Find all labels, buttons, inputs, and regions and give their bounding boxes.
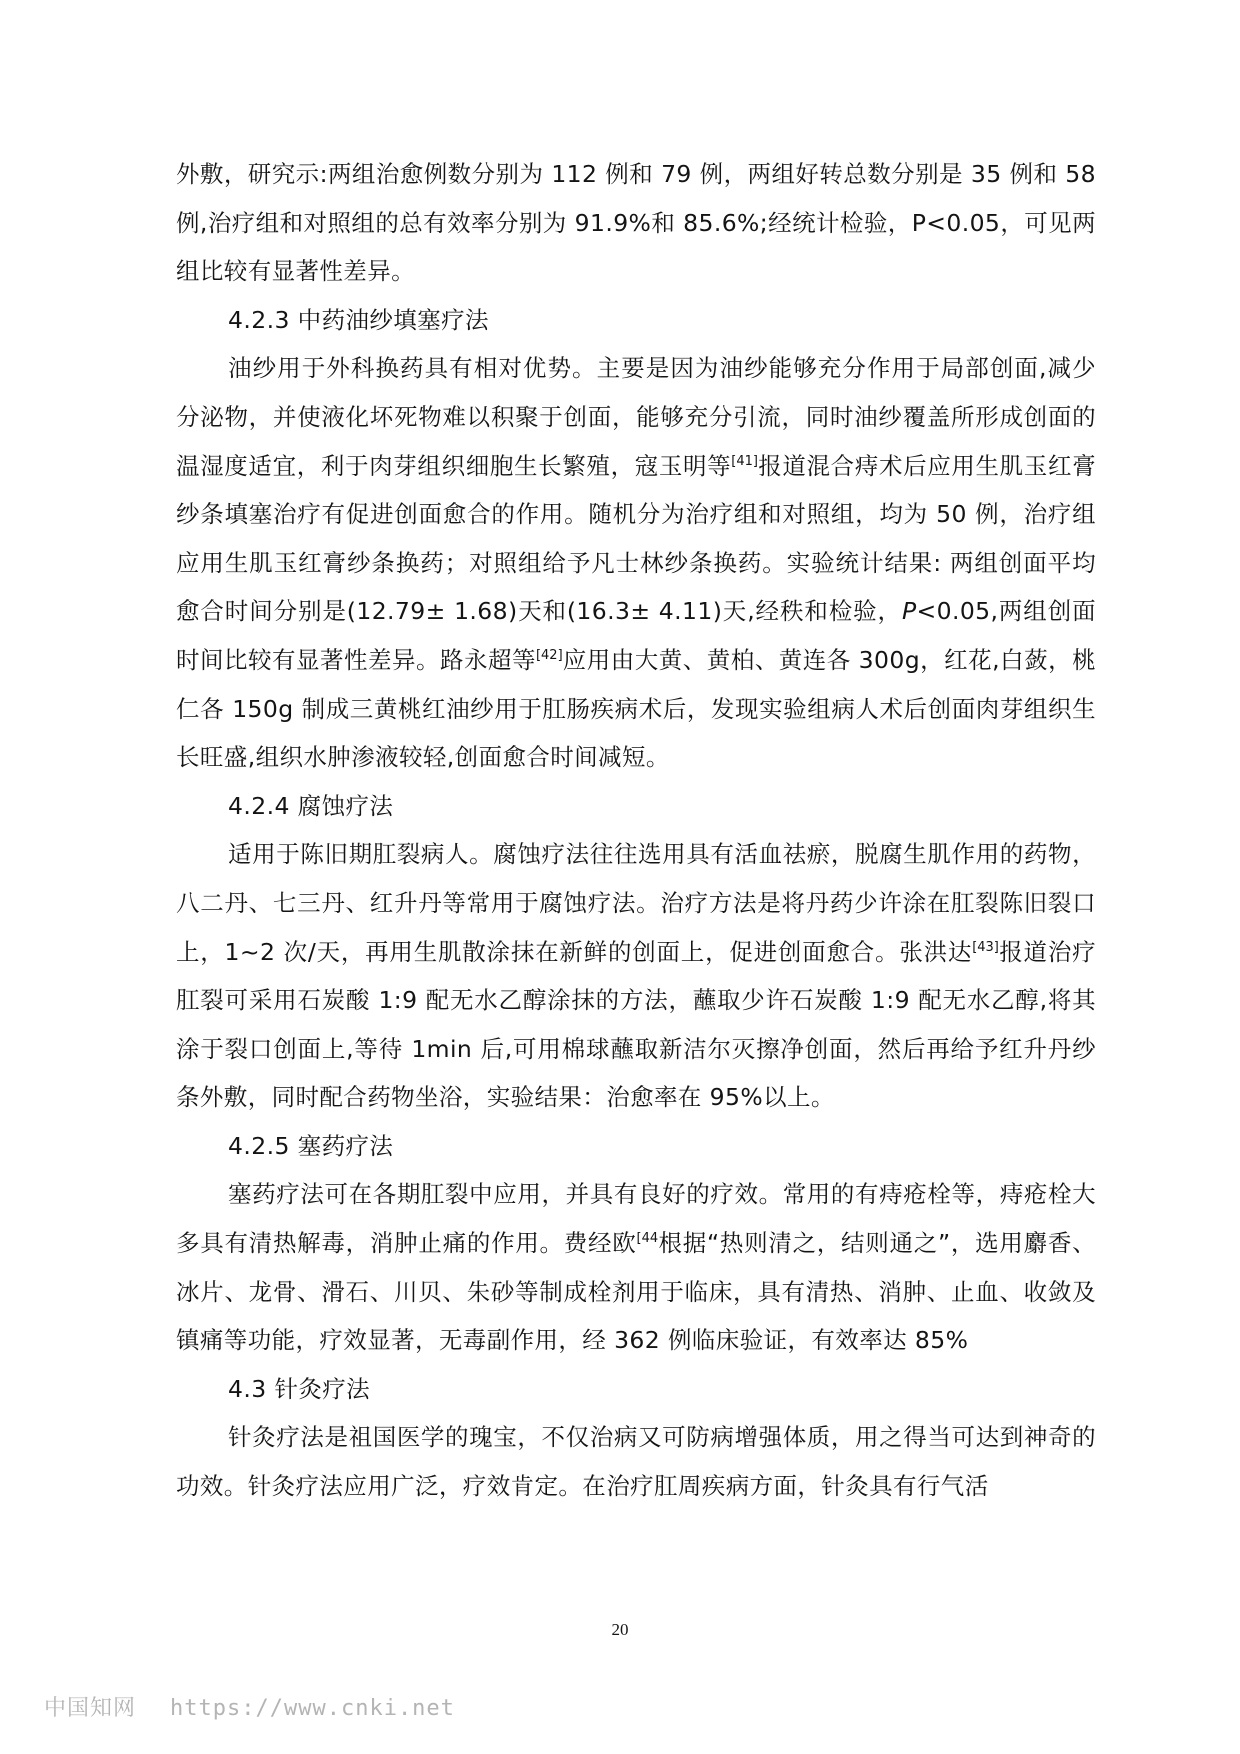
p-value-symbol: P [901,597,917,626]
paragraph-external-application: 外敷，研究示:两组治愈例数分别为 112 例和 79 例，两组好转总数分别是 35 例和 58 例,治疗组和对照组的总有效率分别为 91.9%和 85.6%;经统计检验，P<0.05，可见两组比较有显著性差异。 [176,160,1096,286]
section-heading-4-2-3: 4.2.3 中药油纱填塞疗法 [228,305,489,334]
paragraph-oil-gauze: 油纱用于外科换药具有相对优势。主要是因为油纱能够充分作用于局部创面,减少分泌物，并使液化坏死物难以积聚于创面，能够充分引流，同时油纱覆盖所形成创面的温湿度适宜，利于肉芽组织细胞生长繁殖，寇玉明等[41]报道混合痔术后应用生肌玉红膏纱条填塞治疗有促进创面愈合的作用。随机分为治疗组和对照组，均为 50 例，治疗组应用生肌玉红膏纱条换药；对照组给予凡士林纱条换药。实验统计结果: 两组创面平均愈合时间分别是(12.79± 1.68)天和(16.3± 4.11)天,经秩和检验，P<0.05,两组创面时间比较有显著性差异。路永超等[42]应用由大黄、黄柏、黄连各 300g，红花,白蔹，桃仁各 150g 制成三黄桃红油纱用于肛肠疾病术后，发现实验组病人术后创面肉芽组织生长旺盛,组织水肿渗液较轻,创面愈合时间减短。 [176,354,1097,772]
paragraph-acupuncture: 针灸疗法是祖国医学的瑰宝，不仅治病又可防病增强体质，用之得当可达到神奇的功效。针灸疗法应用广泛，疗效肯定。在治疗肛周疾病方面，针灸具有行气活 [176,1423,1096,1501]
watermark-url[interactable]: https://www.cnki.net [170,1696,455,1721]
section-heading-4-3: 4.3 针灸疗法 [228,1374,371,1403]
watermark-logo-text: 中国知网 [44,1696,137,1721]
document-body [176,150,1096,1511]
citation-42[interactable]: [42] [535,647,563,663]
page-number: 20 [611,1620,629,1639]
citation-44[interactable]: [44 [636,1231,659,1247]
cnki-watermark[interactable] [44,1691,455,1722]
paragraph-corrosion-therapy: 适用于陈旧期肛裂病人。腐蚀疗法往往选用具有活血祛瘀，脱腐生肌作用的药物，八二丹、七三丹、红升丹等常用于腐蚀疗法。治疗方法是将丹药少许涂在肛裂陈旧裂口上，1~2 次/天，再用生肌散涂抹在新鲜的创面上，促进创面愈合。张洪达[43]报道治疗肛裂可采用石炭酸 1:9 配无水乙醇涂抹的方法，蘸取少许石炭酸 1:9 配无水乙醇,将其涂于裂口创面上,等待 1min 后,可用棉球蘸取新洁尔灭擦净创面，然后再给予红升丹纱条外敷，同时配合药物坐浴，实验结果：治愈率在 95%以上。 [176,840,1096,1112]
section-heading-4-2-5: 4.2.5 塞药疗法 [228,1131,394,1160]
citation-43[interactable]: [43] [972,939,999,955]
paragraph-suppository-therapy: 塞药疗法可在各期肛裂中应用，并具有良好的疗效。常用的有痔疮栓等，痔疮栓大多具有清热解毒，消肿止痛的作用。费经欧$^{[44}$根据“热则清之，结则通之”，选用麝香、冰片、龙骨、滑石、川贝、朱砂等制成栓剂用于临床，具有清热、消肿、止血、收敛及镇痛等功能，疗效显著，无毒副作用，经 362 例临床验证，有效率达 85% [176,1180,1096,1355]
section-heading-4-2-4: 4.2.4 腐蚀疗法 [228,791,394,820]
citation-41[interactable]: [41] [731,453,758,469]
